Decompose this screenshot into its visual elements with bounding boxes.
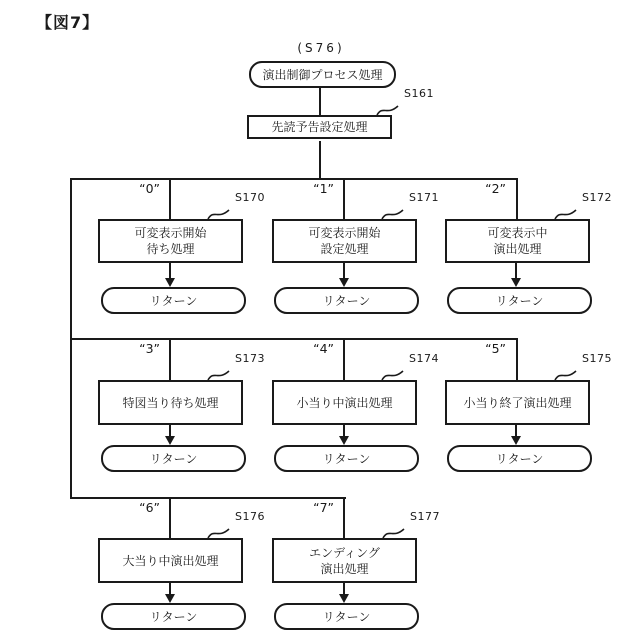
step-number: S171 xyxy=(409,191,439,204)
step-label xyxy=(554,352,612,379)
return-terminal xyxy=(274,445,419,472)
step-label xyxy=(554,191,612,218)
arrow-head-icon xyxy=(165,436,175,445)
process-box-line: 演出処理 xyxy=(320,561,369,576)
arrow-down xyxy=(339,263,349,287)
step-number: S161 xyxy=(404,87,434,100)
return-terminal xyxy=(101,287,246,314)
figure-label: 【図7】 xyxy=(36,13,100,32)
process-box xyxy=(272,538,417,583)
process-box-line: エンディング xyxy=(309,545,380,560)
entry-terminal-label: 演出制御プロセス処理 xyxy=(262,68,383,82)
branch-case-label: “7” xyxy=(313,500,334,515)
branch-case-label: “1” xyxy=(313,181,334,196)
process-box xyxy=(445,380,590,425)
arrow-down xyxy=(339,425,349,445)
step-number: S175 xyxy=(582,352,612,365)
arrow-shaft xyxy=(169,263,171,279)
process-box-line: 演出処理 xyxy=(493,242,542,256)
arrow-head-icon xyxy=(511,278,521,287)
connector-line xyxy=(319,86,321,115)
return-label: リターン xyxy=(149,294,198,308)
process-box-line: 大当り中演出処理 xyxy=(122,553,219,568)
arrow-shaft xyxy=(515,263,517,279)
arrow-down xyxy=(339,583,349,603)
arrow-down xyxy=(511,425,521,445)
arrow-head-icon xyxy=(339,436,349,445)
arrow-head-icon xyxy=(339,278,349,287)
process-box xyxy=(98,538,243,583)
return-label: リターン xyxy=(495,294,544,308)
step-label xyxy=(207,352,265,379)
branch-case-label: “5” xyxy=(485,341,506,356)
arrow-head-icon xyxy=(165,594,175,603)
process-box-line: 待ち処理 xyxy=(146,242,195,256)
return-terminal xyxy=(274,603,419,630)
process-box-text: 先読予告設定処理 xyxy=(271,120,368,134)
step-number: S176 xyxy=(235,510,265,523)
return-terminal xyxy=(447,287,592,314)
process-box xyxy=(272,219,417,263)
return-label: リターン xyxy=(322,294,371,308)
arrow-down xyxy=(165,425,175,445)
connector-line xyxy=(319,141,321,178)
branch-stem xyxy=(516,340,518,380)
step-label xyxy=(382,510,440,537)
branch-case-label: “3” xyxy=(139,341,160,356)
return-terminal xyxy=(101,445,246,472)
branch-rail-middle xyxy=(70,338,518,340)
branch-case-label: “0” xyxy=(139,181,160,196)
return-label: リターン xyxy=(149,452,198,466)
entry-step-ref: (S76) xyxy=(297,41,345,55)
arrow-shaft xyxy=(343,263,345,279)
arrow-head-icon xyxy=(165,278,175,287)
branch-case-label: “2” xyxy=(485,181,506,196)
process-box-line: 小当り終了演出処理 xyxy=(463,395,572,410)
branch-stem xyxy=(169,180,171,219)
return-label: リターン xyxy=(322,610,371,624)
process-box-line: 小当り中演出処理 xyxy=(296,395,393,410)
step-number: S174 xyxy=(409,352,439,365)
branch-stem xyxy=(343,499,345,538)
arrow-down xyxy=(511,263,521,287)
process-box xyxy=(98,380,243,425)
arrow-head-icon xyxy=(339,594,349,603)
step-label xyxy=(207,510,265,537)
step-label xyxy=(207,191,265,218)
process-box-line: 可変表示開始 xyxy=(134,226,207,240)
branch-stem xyxy=(516,180,518,219)
branch-rail-bottom xyxy=(70,497,346,499)
step-number: S173 xyxy=(235,352,265,365)
process-box-setup xyxy=(247,115,392,139)
process-box-line: 可変表示中 xyxy=(487,226,548,240)
branch-stem xyxy=(169,499,171,538)
step-label xyxy=(381,191,439,218)
arrow-down xyxy=(165,263,175,287)
return-label: リターン xyxy=(149,610,198,624)
step-number: S172 xyxy=(582,191,612,204)
process-box xyxy=(98,219,243,263)
branch-rail-top xyxy=(70,178,518,180)
process-box-line: 特図当り待ち処理 xyxy=(122,395,219,410)
rail-drop-line xyxy=(70,178,72,499)
return-terminal xyxy=(447,445,592,472)
return-label: リターン xyxy=(495,452,544,466)
branch-stem xyxy=(169,340,171,380)
step-number: S170 xyxy=(235,191,265,204)
return-terminal xyxy=(274,287,419,314)
branch-case-label: “4” xyxy=(313,341,334,356)
arrow-down xyxy=(165,583,175,603)
process-box xyxy=(445,219,590,263)
step-number: S177 xyxy=(410,510,440,523)
branch-case-label: “6” xyxy=(139,500,160,515)
branch-stem xyxy=(343,340,345,380)
process-box-line: 可変表示開始 xyxy=(308,226,381,240)
return-label: リターン xyxy=(322,452,371,466)
arrow-head-icon xyxy=(511,436,521,445)
process-box-line: 設定処理 xyxy=(320,242,369,256)
entry-terminal xyxy=(249,61,396,88)
return-terminal xyxy=(101,603,246,630)
step-label-s161 xyxy=(376,87,434,114)
branch-stem xyxy=(343,180,345,219)
process-box xyxy=(272,380,417,425)
step-label xyxy=(381,352,439,379)
